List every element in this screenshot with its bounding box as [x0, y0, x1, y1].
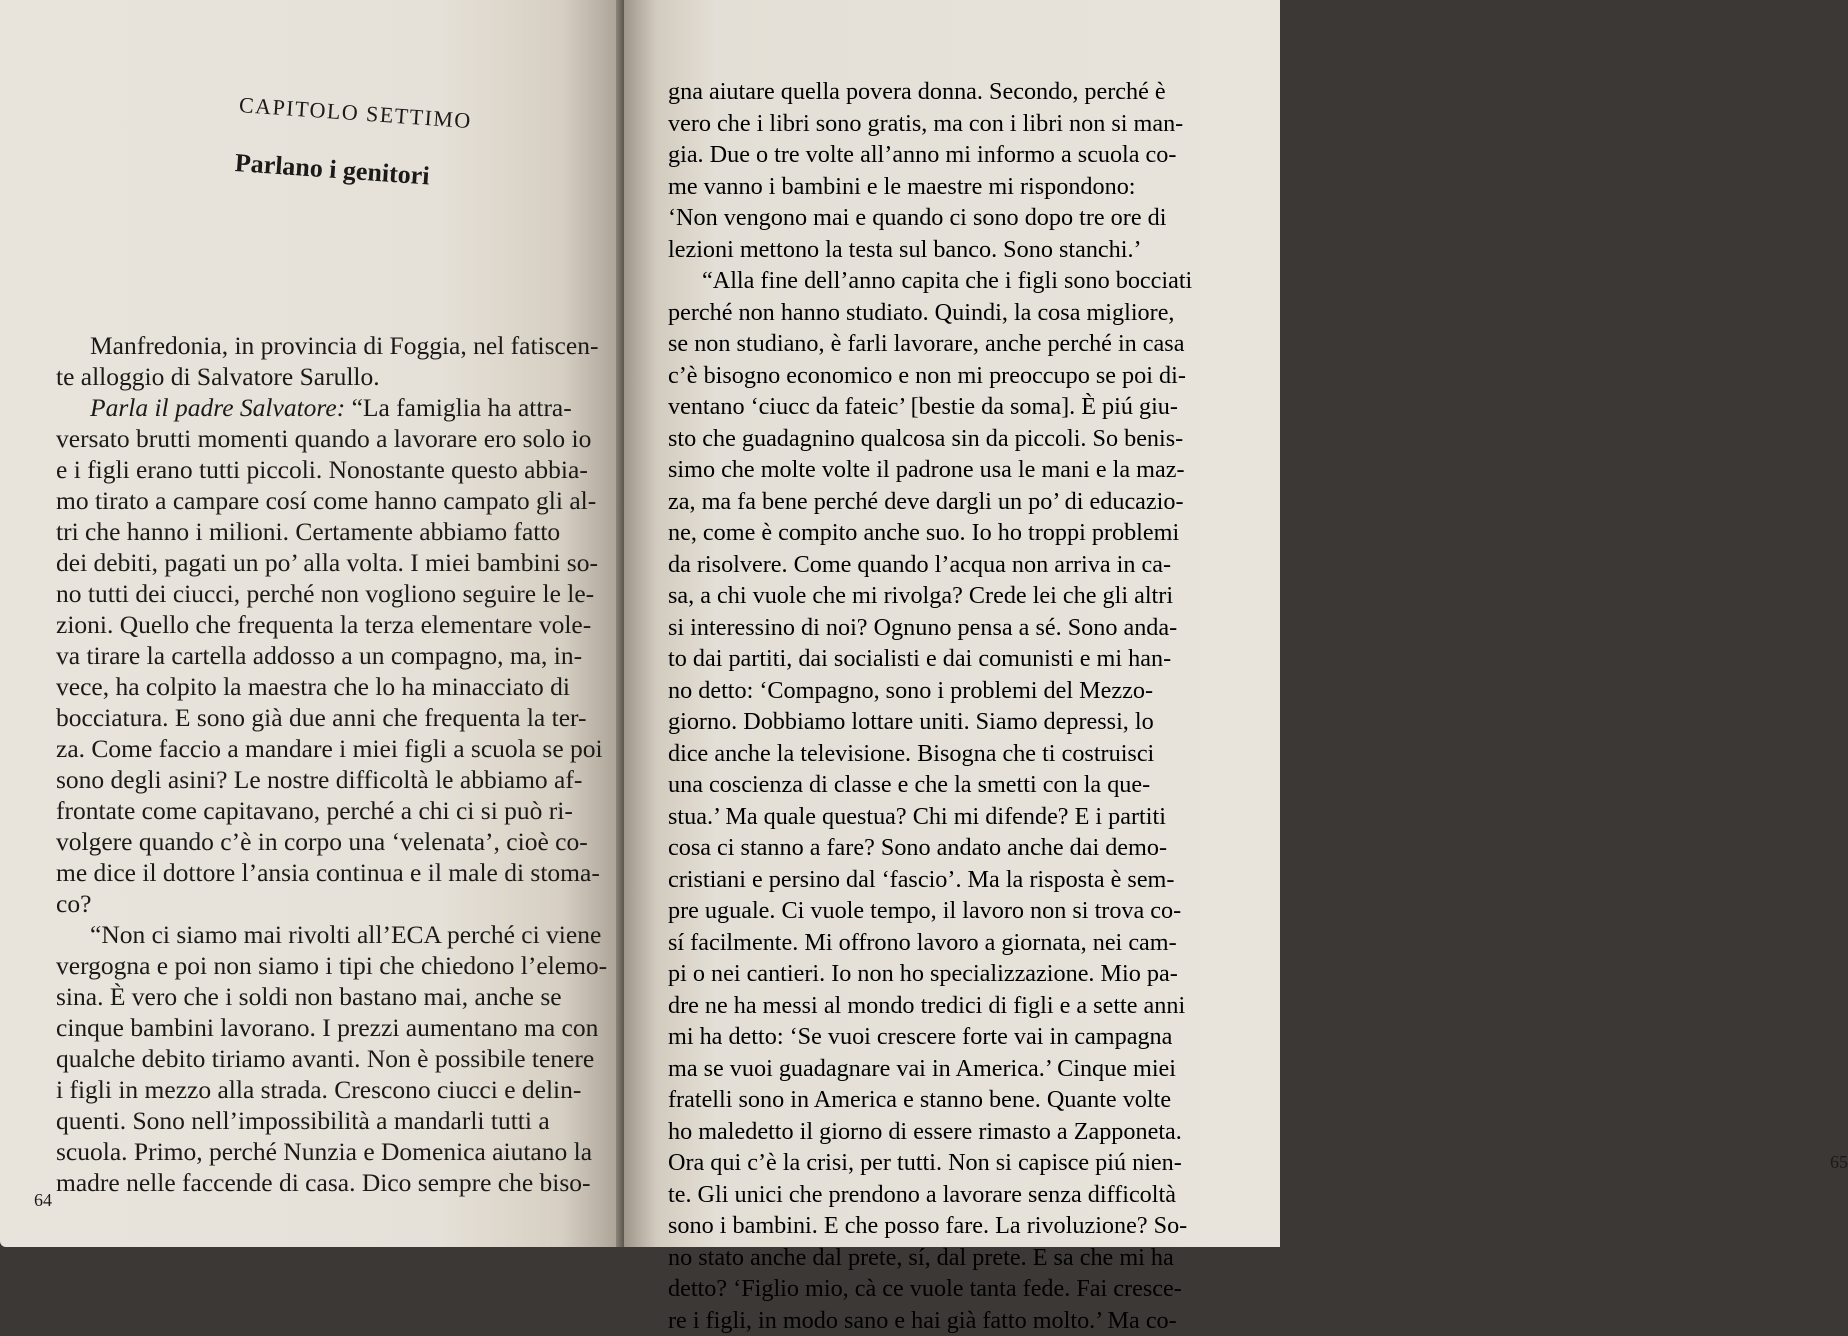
text-line: ne, come è compito anche suo. Io ho troppi problemi	[668, 517, 1246, 549]
text-line: gia. Due o tre volte all’anno mi informo a scuola co-	[668, 139, 1246, 171]
text-line: giorno. Dobbiamo lottare uniti. Siamo depressi, lo	[668, 706, 1246, 738]
text-line: ‘Non vengono mai e quando ci sono dopo tre ore di	[668, 202, 1246, 234]
text-line: una coscienza di classe e che la smetti con la que-	[668, 769, 1246, 801]
text-line: se non studiano, è farli lavorare, anche perché in casa	[668, 328, 1246, 360]
chapter-label: CAPITOLO SETTIMO	[238, 92, 479, 135]
text-line: stua.’ Ma quale questua? Chi mi difende? E i partiti	[668, 801, 1246, 833]
text-line: te. Gli unici che prendono a lavorare senza difficoltà	[668, 1179, 1246, 1211]
text-line: sina. È vero che i soldi non bastano mai, anche se	[56, 981, 616, 1012]
text-line: fratelli sono in America e stanno bene. Quante volte	[668, 1084, 1246, 1116]
text-line: lezioni mettono la testa sul banco. Sono stanchi.’	[668, 234, 1246, 266]
text-line: no stato anche dal prete, sí, dal prete. E sa che mi ha	[668, 1242, 1246, 1274]
text-line: va tirare la cartella addosso a un compagno, ma, in-	[56, 640, 616, 671]
text-line: e i figli erano tutti piccoli. Nonostante questo abbia-	[56, 454, 616, 485]
text-line: to dai partiti, dai socialisti e dai comunisti e mi han-	[668, 643, 1246, 675]
text-line: no detto: ‘Compagno, sono i problemi del Mezzo-	[668, 675, 1246, 707]
text-line: dre ne ha messi al mondo tredici di figli e a sette anni	[668, 990, 1246, 1022]
page-number-right: 65	[1830, 1152, 1848, 1173]
text-line: pre uguale. Ci vuole tempo, il lavoro non si trova co-	[668, 895, 1246, 927]
text-line: vece, ha colpito la maestra che lo ha minacciato di	[56, 671, 616, 702]
text-line: c’è bisogno economico e non mi preoccupo se poi di-	[668, 360, 1246, 392]
text-line: ho maledetto il giorno di essere rimasto a Zapponeta.	[668, 1116, 1246, 1148]
text-line: “Non ci siamo mai rivolti all’ECA perché ci viene	[56, 919, 616, 950]
text-line: cosa ci stanno a fare? Sono andato anche dai demo-	[668, 832, 1246, 864]
page-number-left: 64	[34, 1190, 52, 1211]
text-line: perché non hanno studiato. Quindi, la cosa migliore,	[668, 297, 1246, 329]
text-line: sono degli asini? Le nostre difficoltà le abbiamo af-	[56, 764, 616, 795]
text-line: za, ma fa bene perché deve dargli un po’ di educazio-	[668, 486, 1246, 518]
text-line: ventano ‘ciucc da fateic’ [bestie da soma]. È piú giu-	[668, 391, 1246, 423]
text-line: me dice il dottore l’ansia continua e il male di stoma-	[56, 857, 616, 888]
text-line: volgere quando c’è in corpo una ‘velenata’, cioè co-	[56, 826, 616, 857]
text-line: “Alla fine dell’anno capita che i figli sono bocciati	[668, 265, 1246, 297]
text-line: sí facilmente. Mi offrono lavoro a giornata, nei cam-	[668, 927, 1246, 959]
text-line: dice anche la televisione. Bisogna che ti costruisci	[668, 738, 1246, 770]
text-line: Parla il padre Salvatore: “La famiglia ha attra-	[56, 392, 616, 423]
text-line: cristiani e persino dal ‘fascio’. Ma la risposta è sem-	[668, 864, 1246, 896]
text-line: sto che guadagnino qualcosa sin da piccoli. So benis-	[668, 423, 1246, 455]
text-line: simo che molte volte il padrone usa le mani e la maz-	[668, 454, 1246, 486]
text-line: qualche debito tiriamo avanti. Non è possibile tenere	[56, 1043, 616, 1074]
text-line: sono i bambini. E che posso fare. La rivoluzione? So-	[668, 1210, 1246, 1242]
text-line: re i figli, in modo sano e hai già fatto molto.’ Ma co-	[668, 1305, 1246, 1336]
text-line: za. Come faccio a mandare i miei figli a scuola se poi	[56, 733, 616, 764]
text-line: gna aiutare quella povera donna. Secondo, perché è	[668, 76, 1246, 108]
text-line: Manfredonia, in provincia di Foggia, nel fatiscen-	[56, 330, 616, 361]
text-line: ma se vuoi guadagnare vai in America.’ Cinque miei	[668, 1053, 1246, 1085]
text-line: zioni. Quello che frequenta la terza elementare vole-	[56, 609, 616, 640]
text-line: vero che i libri sono gratis, ma con i libri non si man-	[668, 108, 1246, 140]
text-line: no tutti dei ciucci, perché non vogliono seguire le le-	[56, 578, 616, 609]
left-page	[0, 0, 624, 1247]
text-line: madre nelle faccende di casa. Dico sempre che biso-	[56, 1167, 616, 1198]
text-line: bocciatura. E sono già due anni che frequenta la ter-	[56, 702, 616, 733]
text-line: te alloggio di Salvatore Sarullo.	[56, 361, 616, 392]
text-line: da risolvere. Come quando l’acqua non arriva in ca-	[668, 549, 1246, 581]
right-page-body	[668, 76, 1246, 1336]
text-line: vergogna e poi non siamo i tipi che chiedono l’elemo-	[56, 950, 616, 981]
left-page-body	[56, 330, 616, 1198]
text-line: cinque bambini lavorano. I prezzi aumentano ma con	[56, 1012, 616, 1043]
text-line: Ora qui c’è la crisi, per tutti. Non si capisce piú nien-	[668, 1147, 1246, 1179]
text-line: i figli in mezzo alla strada. Crescono ciucci e delin-	[56, 1074, 616, 1105]
text-line: sa, a chi vuole che mi rivolga? Crede lei che gli altri	[668, 580, 1246, 612]
text-line: si interessino di noi? Ognuno pensa a sé. Sono anda-	[668, 612, 1246, 644]
text-line: quenti. Sono nell’impossibilità a mandarli tutti a	[56, 1105, 616, 1136]
text-line: co?	[56, 888, 616, 919]
text-line: tri che hanno i milioni. Certamente abbiamo fatto	[56, 516, 616, 547]
text-line: me vanno i bambini e le maestre mi rispondono:	[668, 171, 1246, 203]
chapter-title: Parlano i genitori	[234, 148, 431, 192]
text-line: detto? ‘Figlio mio, cà ce vuole tanta fede. Fai cresce-	[668, 1273, 1246, 1305]
text-line: mi ha detto: ‘Se vuoi crescere forte vai in campagna	[668, 1021, 1246, 1053]
text-line: scuola. Primo, perché Nunzia e Domenica aiutano la	[56, 1136, 616, 1167]
text-line: dei debiti, pagati un po’ alla volta. I miei bambini so-	[56, 547, 616, 578]
text-line: mo tirato a campare cosí come hanno campato gli al-	[56, 485, 616, 516]
text-line: frontate come capitavano, perché a chi ci si può ri-	[56, 795, 616, 826]
speaker-lead-in: Parla il padre Salvatore:	[90, 393, 345, 422]
text-line: versato brutti momenti quando a lavorare ero solo io	[56, 423, 616, 454]
text-line: pi o nei cantieri. Io non ho specializzazione. Mio pa-	[668, 958, 1246, 990]
